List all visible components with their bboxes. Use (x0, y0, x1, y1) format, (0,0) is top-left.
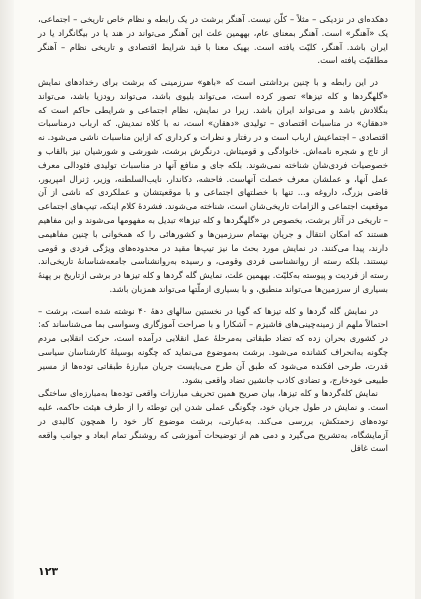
paragraph-3: در نمایش گله گردها و کله تیزها که گویا در نخستین سالهای دههٔ ۴۰ نوشته شده است، برشت – احتمالاً ملهم از زمینه‌چینی‌های فاشیزم – آشکارا و با صراحت آموزگاری وسواسی بما می‌شناساند که: در کشوری بحران زده که تضاد طبقاتی به‌مرحلهٔ عمل انقلابی درآمده است، حرکت انقلابی مردم چگونه به‌انحراف کشانده می‌شود. برشت به‌موضوع می‌نماید که چگونه بوسیلهٔ کارشناسان سیاسی قدرت، طرحی افکنده می‌شود که طبق آن طرح می‌بایست جریان مبارزهٔ طبقاتی توده‌ها از مسیر طبیعی خودخارج، و تضادی کاذب جانشین تضاد واقعی بشود. (38, 305, 388, 385)
paragraph-1: دهکده‌ای در نزدیکی – مثلاً – کلّن نیست. آهنگر برشت در یک رابطه و نظام خاص تاریخی – اجتماعی، یک «آهنگر» است. آهنگر بمعنای عام، بههمین علت این آهنگر می‌تواند در هند یا در بیگانگراد یا در ایران باشد. آهنگر، کلیّت یافته است. بهیک معنا با قید شرایط اقتصادی و تاریخی نظام – آهنگر مطلقیّت یافته است. (38, 14, 388, 66)
paragraph-2: در این رابطه و با چنین برداشتی است که «باهو» سرزمینی که برشت برای رخدادهای نمایش «گلهگردها و کله تیزها» تصور کرده است، می‌تواند بلیوی باشد، می‌تواند رودزیا باشد، می‌تواند بنگلادش باشد و می‌تواند ایران باشد. زیرا در نمایش، نظام اجتماعی و شرایطی حاکم است که «دهقان» در مناسبات اقتصادی – تولیدی «دهقان» است، نه با کلاه نمدیش. که ارباب درمناسبات اقتصادی – اجتماعیش ارباب است و در رفتار و نظرات و کرداری که ازاین مناسبات ناشی می‌شود. نه از تاج و شجره نامه‌اش. خانوادگی و قومیتاش. درنگرش برشت، شورشی و شورشیان نیز بالقاب و خصوصیات فردی‌شان شناخته نمی‌شوند. بلکه جای و منافع آنها در مناسبات تولیدی فئودالی معرف عمل آنها، و عملشان معرف خصلت آنهاست. فاحشه، دکاندار، نایب‌السلطنه، وزیر، ژنرال امپریور، قاضی بزرگ، داروغه و... تنها با خصلتهای اجتماعی و با موقعیتشان و عملکردی که ناشی از آن موقعیت اجتماعی و الزامات تاریخی‌شان است، شناخته می‌شوند. فشردهٔ کلام اینکه، تیپ‌های اجتماعی – تاریخی در آثار برشت، بخصوص در «گلهگردها و کله تیزها» تبدیل به مفهومها می‌شوند و این مفاهیم هستند که امکان انتقال و جریان بهتمام سرزمین‌ها و کشورهائی را که همخوانی با چنین مفاهیمی دارند، پیدا می‌کنند. در نمایش مورد بحث ما نیز تیپ‌ها مقید در محدوده‌های ویژگی فردی و قومی نیستند. بلکه رسته از روانشناسی فردی وقومی، و رسیده به‌روانشناسی جامعه‌شناسانهٔ تاریخی‌اند. رسته از فردیت و پیوسته به‌کلیّت. بههمین علت، نمایش گله گردها و کله تیزها در برشی ازتاریخ بر پهنهٔ بسیاری از سرزمین‌ها می‌تواند منطبق، و با بسیاری ازملّتها می‌تواند همزبان باشد. (38, 77, 388, 294)
page-body-text (38, 13, 388, 456)
paragraph-break (38, 68, 388, 76)
page-binding-shadow (0, 0, 14, 599)
page-edge (415, 0, 421, 599)
paragraph-4: نمایش کله‌گردها و کله تیزها، بیان صریح همین تحریف مبارزات واقعی توده‌ها به‌مبارزه‌ای ساختگی است. و نمایش در طول جریان خود، چگونگی عملی شدن این توطئه را از طرف هیئت حاکمه، علیه توده‌های زحمتکش، بررسی می‌کند. به‌عبارتی، برشت موضوع کار خود را همچون کالبدی در آزمایشگاه، به‌تشریح می‌گیرد و دمی هم از توضیحات آموزشی که روشنگر تمام ابعاد و جوانب واقعه است غافل (38, 388, 388, 454)
paragraph-break (38, 297, 388, 305)
page-number: ۱۲۳ (38, 565, 59, 578)
